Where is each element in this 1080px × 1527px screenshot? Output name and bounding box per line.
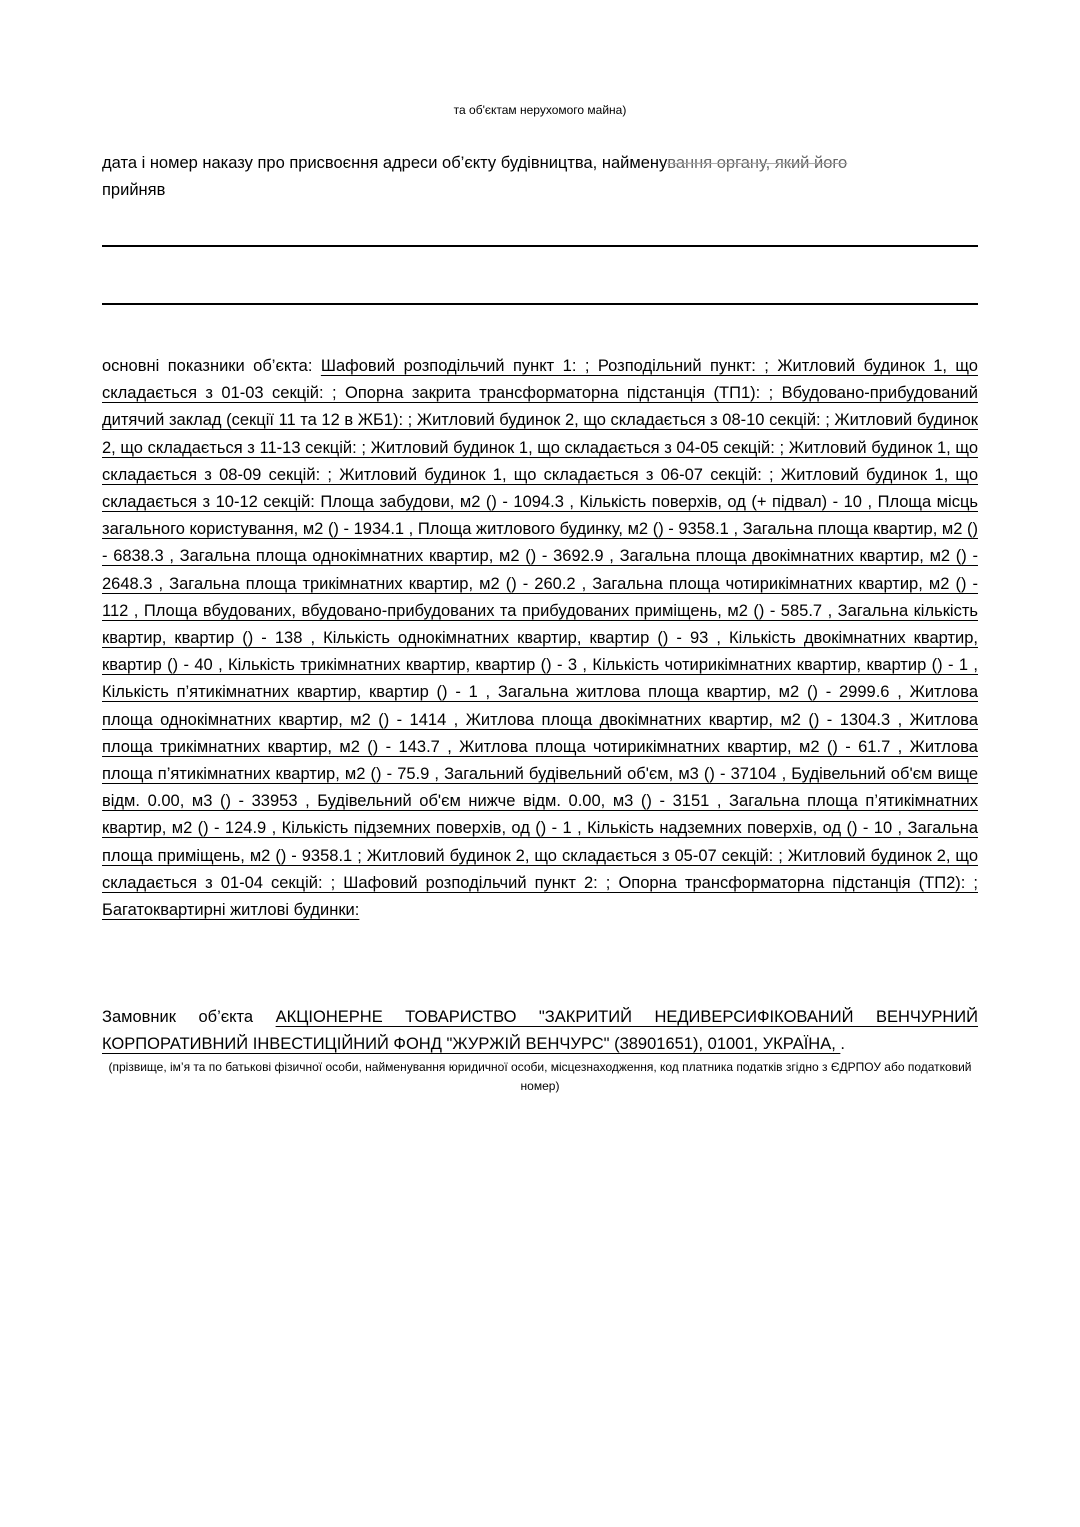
customer-paragraph [102, 1004, 978, 1058]
order-date-number-label [102, 150, 978, 204]
indicators-value: Шафовий розподільчий пункт 1: ; Розподільний пункт: ; Житловий будинок 1, що складається з 01-03 секцій: ; Опорна закрита трансформаторна підстанція (ТП1): ; Вбудовано-прибудований дитячий заклад (секції 11 та 12 в ЖБ1): ; Житловий будинок 2, що складається з 08-10 секцій: ; Житловий будинок 2, що складається з 11-13 секцій: ; Житловий будинок 1, що складається з 04-05 секцій: ; Житловий будинок 1, що складається з 08-09 секцій: ; Житловий будинок 1, що складається з 06-07 секцій: ; Житловий будинок 1, що складається з 10-12 секцій: Площа забудови, м2 () - 1094.3 , Кількість поверхів, од (+ підвал) - 10 , Площа місць загального користування, м2 () - 1934.1 , Площа житлового будинку, м2 () - 9358.1 , Загальна площа квартир, м2 () - 6838.3 , Загальна площа однокімнатних квартир, м2 () - 3692.9 , Загальна площа двокімнатних квартир, м2 () - 2648.3 , Загальна площа трикімнатних квартир, м2 () - 260.2 , Загальна площа чотирикімнатних квартир, м2 () - 112 , Площа вбудованих, вбудовано-прибудованих та прибудованих приміщень, м2 () - 585.7 , Загальна кількість квартир, квартир () - 138 , Кількість однокімнатних квартир, квартир () - 93 , Кількість двокімнатних квартир, квартир () - 40 , Кількість трикімнатних квартир, квартир () - 3 , Кількість чотирикімнатних квартир, квартир () - 1 , Кількість п’ятикімнатних квартир, квартир () - 1 , Загальна житлова площа квартир, м2 () - 2999.6 , Житлова площа однокімнатних квартир, м2 () - 1414 , Житлова площа двокімнатних квартир, м2 () - 1304.3 , Житлова площа трикімнатних квартир, м2 () - 143.7 , Житлова площа чотирикімнатних квартир, м2 () - 61.7 , Житлова площа п’ятикімнатних квартир, м2 () - 75.9 , Загальний будівельний об'єм, м3 () - 37104 , Будівельний об'єм вище відм. 0.00, м3 () - 33953 , Будівельний об'єм нижче відм. 0.00, м3 () - 3151 , Загальна площа п’ятикімнатних квартир, м2 () - 124.9 , Кількість підземних поверхів, од () - 1 , Кількість надземних поверхів, од () - 10 , Загальна площа приміщень, м2 () - 9358.1 ; Житловий будинок 2, що складається з 05-07 секцій: ; Житловий будинок 2, що складається з 01-04 секцій: ; Шафовий розподільчий пункт 2: ; Опорна трансформаторна підстанція (ТП2): ; Багатоквартирні житлові будинки: [102, 357, 978, 920]
order-label-main: дата і номер наказу про присвоєння адреси об’єкту будівництва, наймену [102, 154, 668, 172]
customer-end: . [840, 1035, 845, 1053]
customer-value: АКЦІОНЕРНЕ ТОВАРИСТВО "ЗАКРИТИЙ НЕДИВЕРСИФІКОВАНИЙ ВЕНЧУРНИЙ КОРПОРАТИВНИЙ ІНВЕСТИЦІЙНИЙ ФОНД "ЖУРЖІЙ ВЕНЧУРС" (38901651), 01001, УКРАЇНА, [102, 1008, 979, 1053]
customer-label: Замовник об’єкта [102, 1008, 254, 1026]
header-caption: та об'єктам нерухомого майна) [453, 103, 627, 117]
blank-line-2 [102, 303, 978, 305]
main-indicators-paragraph [102, 353, 978, 924]
order-label-end: прийняв [102, 181, 166, 199]
indicators-label: основні показники об’єкта: [102, 357, 313, 375]
order-label-faded: вання органу, який його [667, 154, 848, 172]
blank-line-1 [102, 245, 978, 247]
customer-caption: (прізвище, ім’я та по батькові фізичної особи, найменування юридичної особи, місцезнаходження, код платника податків згідно з ЄДРПОУ або податковий номер) [108, 1060, 972, 1093]
